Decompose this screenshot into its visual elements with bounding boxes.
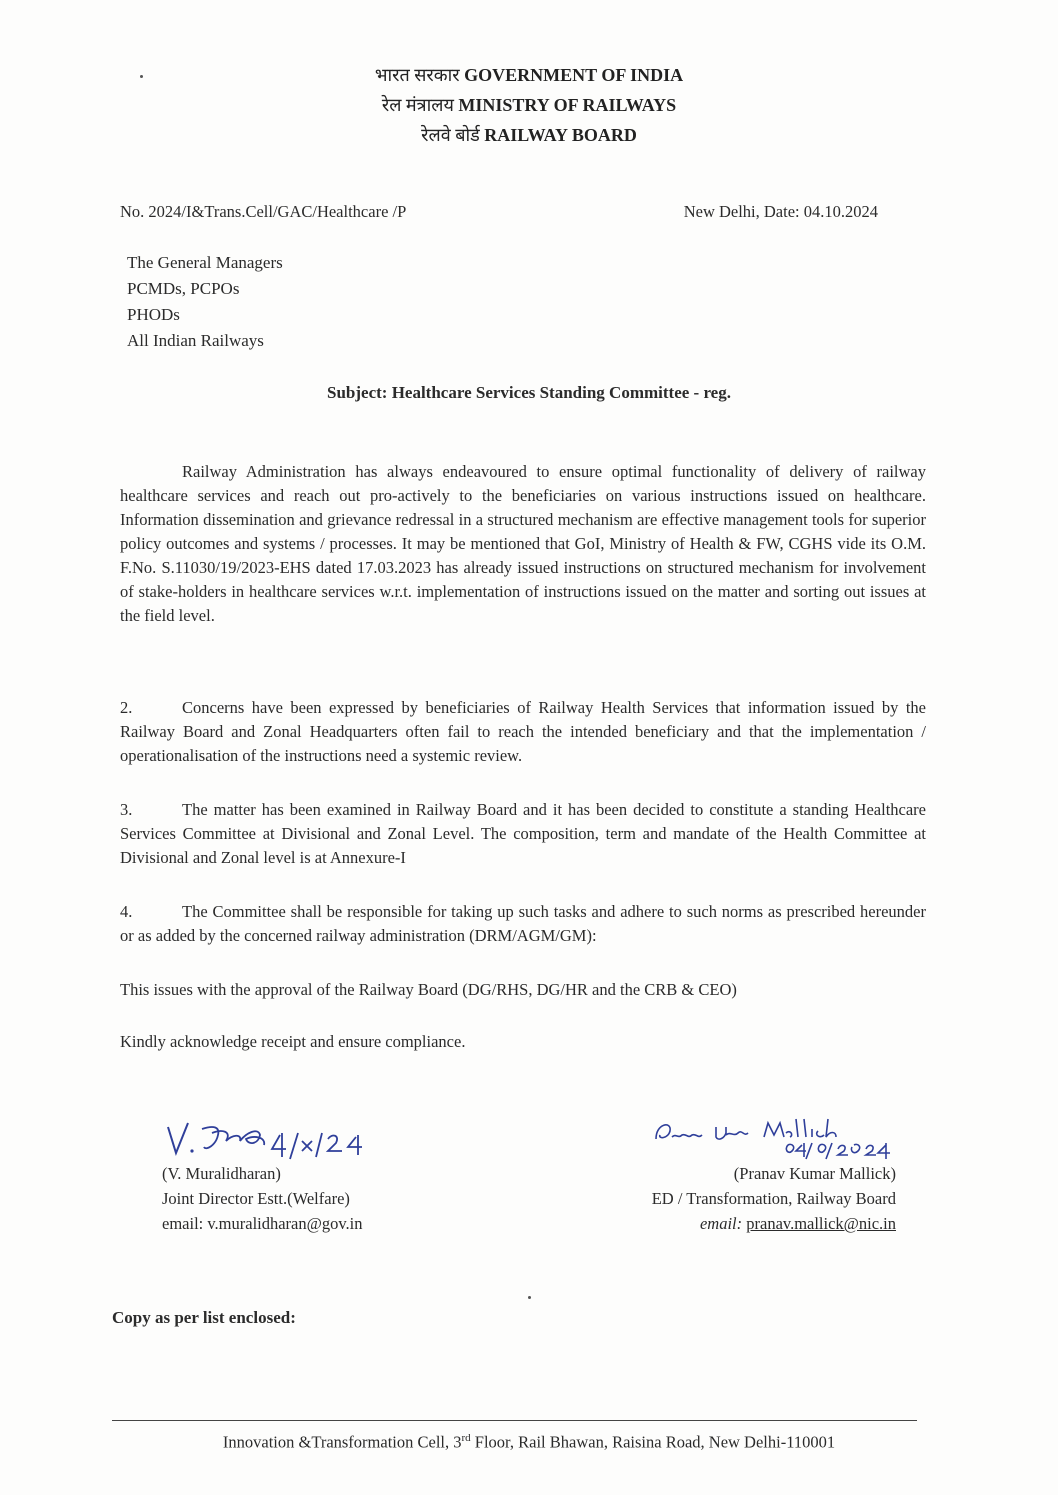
signatory-left-designation: Joint Director Estt.(Welfare) [162,1189,350,1208]
handwritten-signature-right [646,1115,896,1161]
email-label: email [699,1214,737,1233]
handwritten-signature-left [162,1115,372,1161]
reference-row [120,202,878,222]
signatory-left [162,1115,372,1236]
signatory-right-email-link[interactable]: pranav.mallick@nic.in [746,1214,896,1233]
paragraph-text: The Committee shall be responsible for taking up such tasks and adhere to such norms as prescribed hereunder or as added by the concerned railway administration (DRM/AGM/GM): [120,902,926,945]
signatory-right [646,1115,896,1236]
approval-note: This issues with the approval of the Railway Board (DG/RHS, DG/HR and the CRB & CEO) [120,980,737,999]
signatory-right-name: (Pranav Kumar Mallick) [733,1164,896,1183]
signatory-left-name: (V. Muralidharan) [162,1164,281,1183]
paragraph-number: 2. [120,698,133,717]
letterhead-line-1: भारत सरकार GOVERNMENT OF INDIA [374,65,684,85]
paragraph-number: 4. [120,902,133,921]
copy-note: Copy as per list enclosed: [112,1308,296,1327]
addressee-block [127,250,283,354]
scan-speck [528,1296,531,1299]
letterhead-line-3: रेलवे बोर्ड RAILWAY BOARD [421,125,637,145]
footer-address: Innovation &Transformation Cell, 3rd Floor, Rail Bhawan, Raisina Road, New Delhi-110001 [222,1432,836,1452]
paragraph-text: Concerns have been expressed by beneficiaries of Railway Health Services that information issued by the Railway Board and Zonal Headquarters often fail to reach the intended beneficiary and that the implementation / operationalisation of the instructions need a systemic review. [120,698,926,765]
acknowledge-note: Kindly acknowledge receipt and ensure compliance. [120,1032,466,1051]
addressee-line: The General Managers [127,253,283,272]
paragraph-text: The matter has been examined in Railway Board and it has been decided to constitute a standing Healthcare Services Committee at Divisional and Zonal Level. The composition, term and mandate of the Health Committee at Divisional and Zonal level is at Annexure-I [120,800,926,867]
paragraph-1: Railway Administration has always endeavoured to ensure optimal functionality of delivery of railway healthcare services and reach out pro-actively to the beneficiaries on various instructions issued on healthcare. Information dissemination and grievance redressal in a structured mechanism are effective management tools for superior policy outcomes and systems / processes. It may be mentioned that GoI, Ministry of Health & FW, CGHS vide its O.M. F.No. S.11030/19/2023-EHS dated 17.03.2023 has already issued instructions on structured mechanism for involvement of stake-holders in healthcare services w.r.t. implementation of instructions issued on the matter and sorting out issues at the field level. [120,462,926,625]
signatory-right-email-line: email: pranav.mallick@nic.in [699,1214,896,1233]
paragraph-4 [120,900,926,948]
addressee-line: PCMDs, PCPOs [127,279,240,298]
reference-number: No. 2024/I&Trans.Cell/GAC/Healthcare /P [120,202,407,221]
signatory-right-designation: ED / Transformation, Railway Board [651,1189,896,1208]
paragraph-number: 3. [120,800,133,819]
addressee-line: All Indian Railways [127,331,264,350]
letterhead-line-2: रेल मंत्रालय MINISTRY OF RAILWAYS [381,95,677,115]
subject-line: Subject: Healthcare Services Standing Committee - reg. [327,383,731,402]
paragraph-2 [120,696,926,768]
footer-divider [112,1420,917,1421]
addressee-line: PHODs [127,305,180,324]
letterhead [0,60,1058,150]
place-date: New Delhi, Date: 04.10.2024 [683,202,878,221]
paragraph-3 [120,798,926,870]
signatory-left-email: email: v.muralidharan@gov.in [162,1214,363,1233]
